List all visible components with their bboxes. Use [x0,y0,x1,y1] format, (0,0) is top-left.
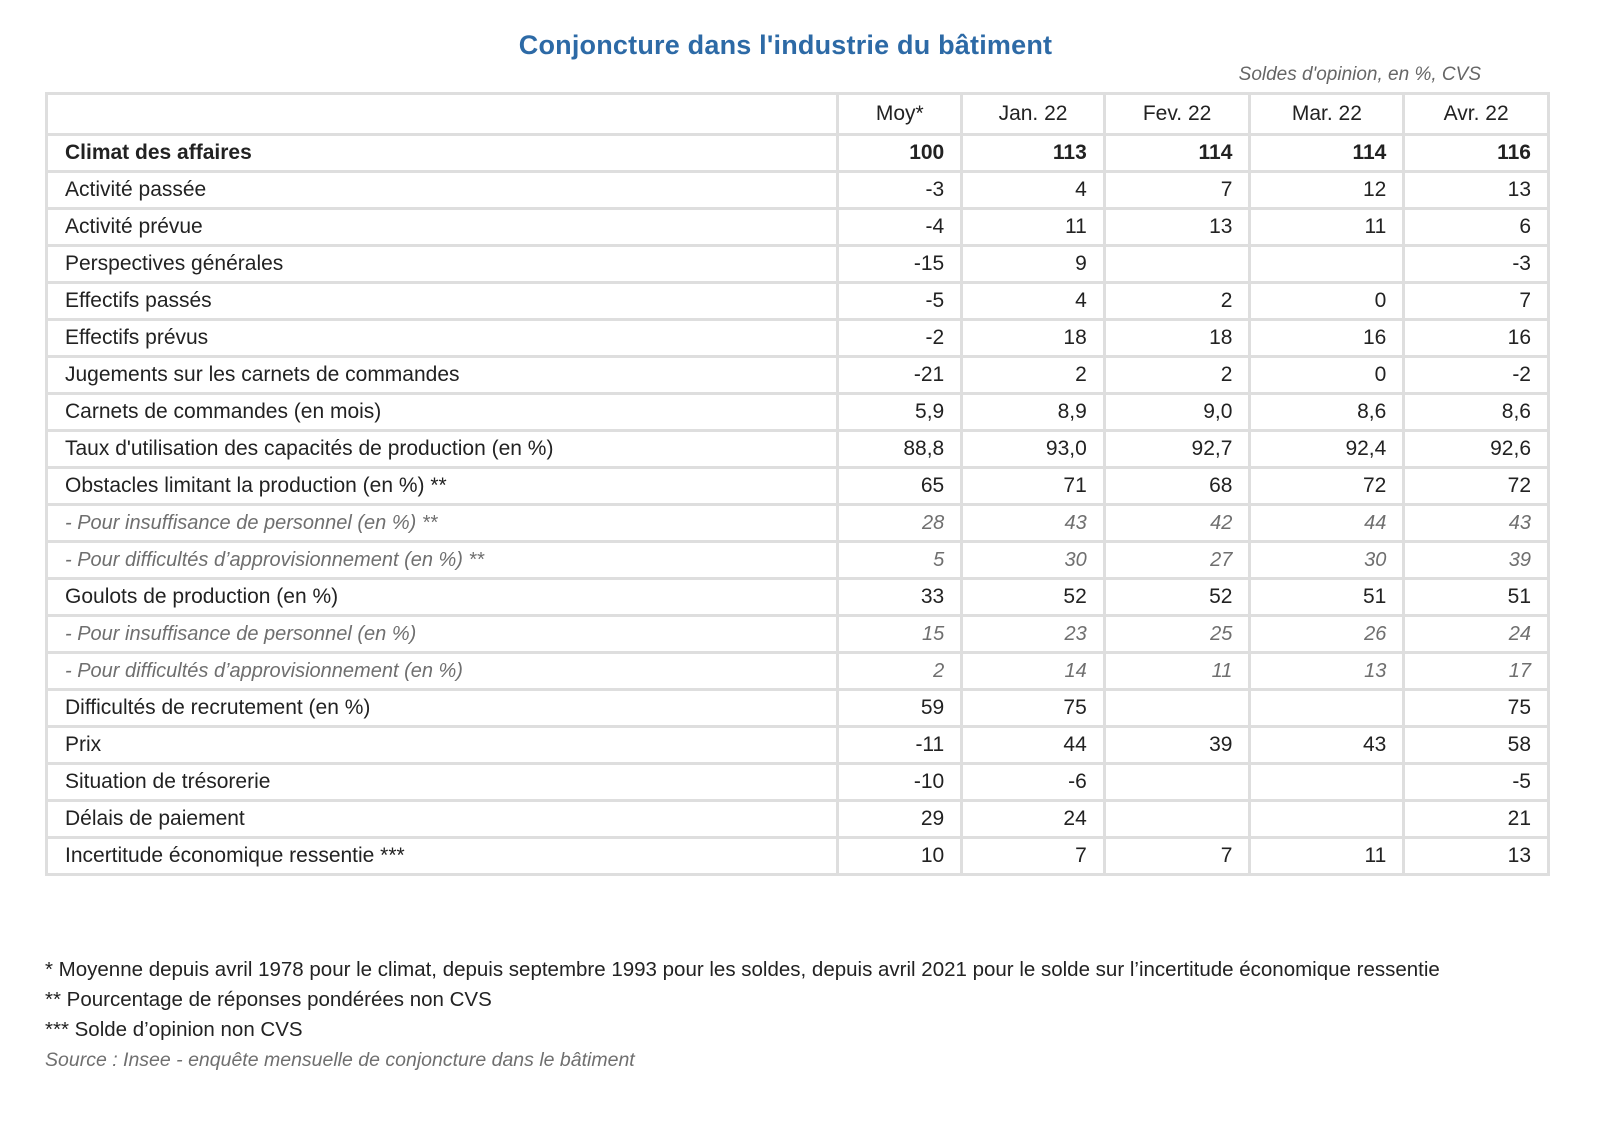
table-cell: 114 [1104,135,1250,172]
row-label: Carnets de commandes (en mois) [47,394,838,431]
table-cell: 21 [1404,801,1549,838]
row-label: Activité prévue [47,209,838,246]
table-cell: 30 [1250,542,1404,579]
table-cell: 25 [1104,616,1250,653]
table-row [47,505,1549,542]
table-cell: 72 [1250,468,1404,505]
table-cell: 92,6 [1404,431,1549,468]
table-cell: 39 [1404,542,1549,579]
column-header-label [47,94,838,135]
page-title: Conjoncture dans l'industrie du bâtiment [518,30,1053,60]
table-cell: 27 [1104,542,1250,579]
table-cell: 4 [962,283,1105,320]
footnote: *** Solde d’opinion non CVS [45,1018,303,1041]
footnote: * Moyenne depuis avril 1978 pour le climat, depuis septembre 1993 pour les soldes, depuis avril 2021 pour le solde sur l’incertitude économique ressentie [45,958,1440,981]
table-cell: 11 [962,209,1105,246]
data-table [45,92,1550,876]
column-header-avr: Avr. 22 [1404,94,1549,135]
table-cell: -11 [838,727,962,764]
table-cell: 93,0 [962,431,1105,468]
table-row [47,320,1549,357]
column-header-mar: Mar. 22 [1250,94,1404,135]
row-label: Climat des affaires [47,135,838,172]
table-row [47,616,1549,653]
table-row [47,283,1549,320]
table-cell: 9 [962,246,1105,283]
table-cell: 92,4 [1250,431,1404,468]
row-label: Jugements sur les carnets de commandes [47,357,838,394]
table-cell: 100 [838,135,962,172]
table-cell: 2 [962,357,1105,394]
table-cell: 30 [962,542,1105,579]
footnote: ** Pourcentage de réponses pondérées non CVS [45,988,492,1011]
table-cell: -10 [838,764,962,801]
table-body [47,135,1549,875]
table-cell: 44 [962,727,1105,764]
table-cell: 92,7 [1104,431,1250,468]
table-cell [1250,764,1404,801]
table-cell [1104,690,1250,727]
table-row [47,690,1549,727]
table-cell: 11 [1250,838,1404,875]
table-cell: 59 [838,690,962,727]
row-label: - Pour difficultés d’approvisionnement (en %) [47,653,838,690]
table-cell [1104,801,1250,838]
table-cell: 88,8 [838,431,962,468]
table-cell: 18 [1104,320,1250,357]
table-cell: 51 [1404,579,1549,616]
table-cell: -2 [1404,357,1549,394]
table-cell: 44 [1250,505,1404,542]
table-row [47,727,1549,764]
table-row [47,468,1549,505]
row-label: Délais de paiement [47,801,838,838]
table-row [47,542,1549,579]
table-cell: 13 [1404,838,1549,875]
table-cell: 116 [1404,135,1549,172]
table-cell: 24 [1404,616,1549,653]
table-cell [1250,690,1404,727]
row-label: Incertitude économique ressentie *** [47,838,838,875]
table-cell: -6 [962,764,1105,801]
table-cell: 13 [1104,209,1250,246]
table-row [47,653,1549,690]
row-label: Effectifs passés [47,283,838,320]
table-cell: 33 [838,579,962,616]
table-cell: 28 [838,505,962,542]
table-cell: -2 [838,320,962,357]
row-label: Effectifs prévus [47,320,838,357]
table-cell: 51 [1250,579,1404,616]
table-cell: 8,6 [1250,394,1404,431]
table-cell [1104,246,1250,283]
table-cell: 68 [1104,468,1250,505]
row-label: Goulots de production (en %) [47,579,838,616]
table-row [47,357,1549,394]
table-cell: 72 [1404,468,1549,505]
table-row [47,801,1549,838]
table-cell: 16 [1404,320,1549,357]
table-cell [1250,801,1404,838]
table-cell: 2 [1104,357,1250,394]
table-cell: 43 [962,505,1105,542]
table-cell: 7 [962,838,1105,875]
table-cell: 10 [838,838,962,875]
table-cell: 5,9 [838,394,962,431]
table-cell: 4 [962,172,1105,209]
row-label: - Pour difficultés d’approvisionnement (en %) ** [47,542,838,579]
table-cell: 29 [838,801,962,838]
table-cell: 13 [1404,172,1549,209]
table-cell: 58 [1404,727,1549,764]
table-cell: 18 [962,320,1105,357]
table-cell: 113 [962,135,1105,172]
table-cell: 43 [1404,505,1549,542]
table-cell: 2 [1104,283,1250,320]
table-cell: 0 [1250,357,1404,394]
row-label: Taux d'utilisation des capacités de production (en %) [47,431,838,468]
table-cell: 24 [962,801,1105,838]
table-cell: 15 [838,616,962,653]
row-label: - Pour insuffisance de personnel (en %) [47,616,838,653]
table-row [47,431,1549,468]
table-cell: -3 [838,172,962,209]
table-cell: 12 [1250,172,1404,209]
table-row [47,246,1549,283]
table-cell: 8,6 [1404,394,1549,431]
footnotes [45,958,1525,1078]
row-label: Situation de trésorerie [47,764,838,801]
table-cell: 52 [1104,579,1250,616]
table-row [47,838,1549,875]
table-row [47,579,1549,616]
table-cell: 65 [838,468,962,505]
table-cell: 23 [962,616,1105,653]
table-cell: 26 [1250,616,1404,653]
table-cell: 2 [838,653,962,690]
row-label: Obstacles limitant la production (en %) ** [47,468,838,505]
table-cell: -5 [838,283,962,320]
table-cell: 6 [1404,209,1549,246]
table-row [47,394,1549,431]
table-cell: -4 [838,209,962,246]
table-cell: 5 [838,542,962,579]
source-note: Source : Insee - enquête mensuelle de conjoncture dans le bâtiment [45,1049,635,1071]
table-cell: 17 [1404,653,1549,690]
table-cell: -15 [838,246,962,283]
table-cell [1250,246,1404,283]
table-cell: 16 [1250,320,1404,357]
table-row [47,209,1549,246]
table-cell: -21 [838,357,962,394]
table-cell: 114 [1250,135,1404,172]
table-cell: 11 [1250,209,1404,246]
table-cell: 52 [962,579,1105,616]
table-header-row [47,94,1549,135]
table-cell: 42 [1104,505,1250,542]
row-label: Activité passée [47,172,838,209]
table-cell: -5 [1404,764,1549,801]
table-cell: 75 [962,690,1105,727]
table-cell: 75 [1404,690,1549,727]
row-label: Prix [47,727,838,764]
table-cell: -3 [1404,246,1549,283]
row-label: - Pour insuffisance de personnel (en %) ** [47,505,838,542]
column-header-jan: Jan. 22 [962,94,1105,135]
table-cell: 14 [962,653,1105,690]
table-cell: 13 [1250,653,1404,690]
row-label: Difficultés de recrutement (en %) [47,690,838,727]
table-subtitle: Soldes d'opinion, en %, CVS [1238,64,1481,85]
table-cell: 8,9 [962,394,1105,431]
table-cell: 7 [1404,283,1549,320]
table-row [47,172,1549,209]
table-cell [1104,764,1250,801]
row-label: Perspectives générales [47,246,838,283]
table-cell: 43 [1250,727,1404,764]
table-row [47,135,1549,172]
table-cell: 0 [1250,283,1404,320]
table-cell: 11 [1104,653,1250,690]
table-cell: 9,0 [1104,394,1250,431]
table-cell: 7 [1104,172,1250,209]
table-cell: 39 [1104,727,1250,764]
column-header-moy: Moy* [838,94,962,135]
table-row [47,764,1549,801]
table-cell: 7 [1104,838,1250,875]
column-header-fev: Fev. 22 [1104,94,1250,135]
table-cell: 71 [962,468,1105,505]
